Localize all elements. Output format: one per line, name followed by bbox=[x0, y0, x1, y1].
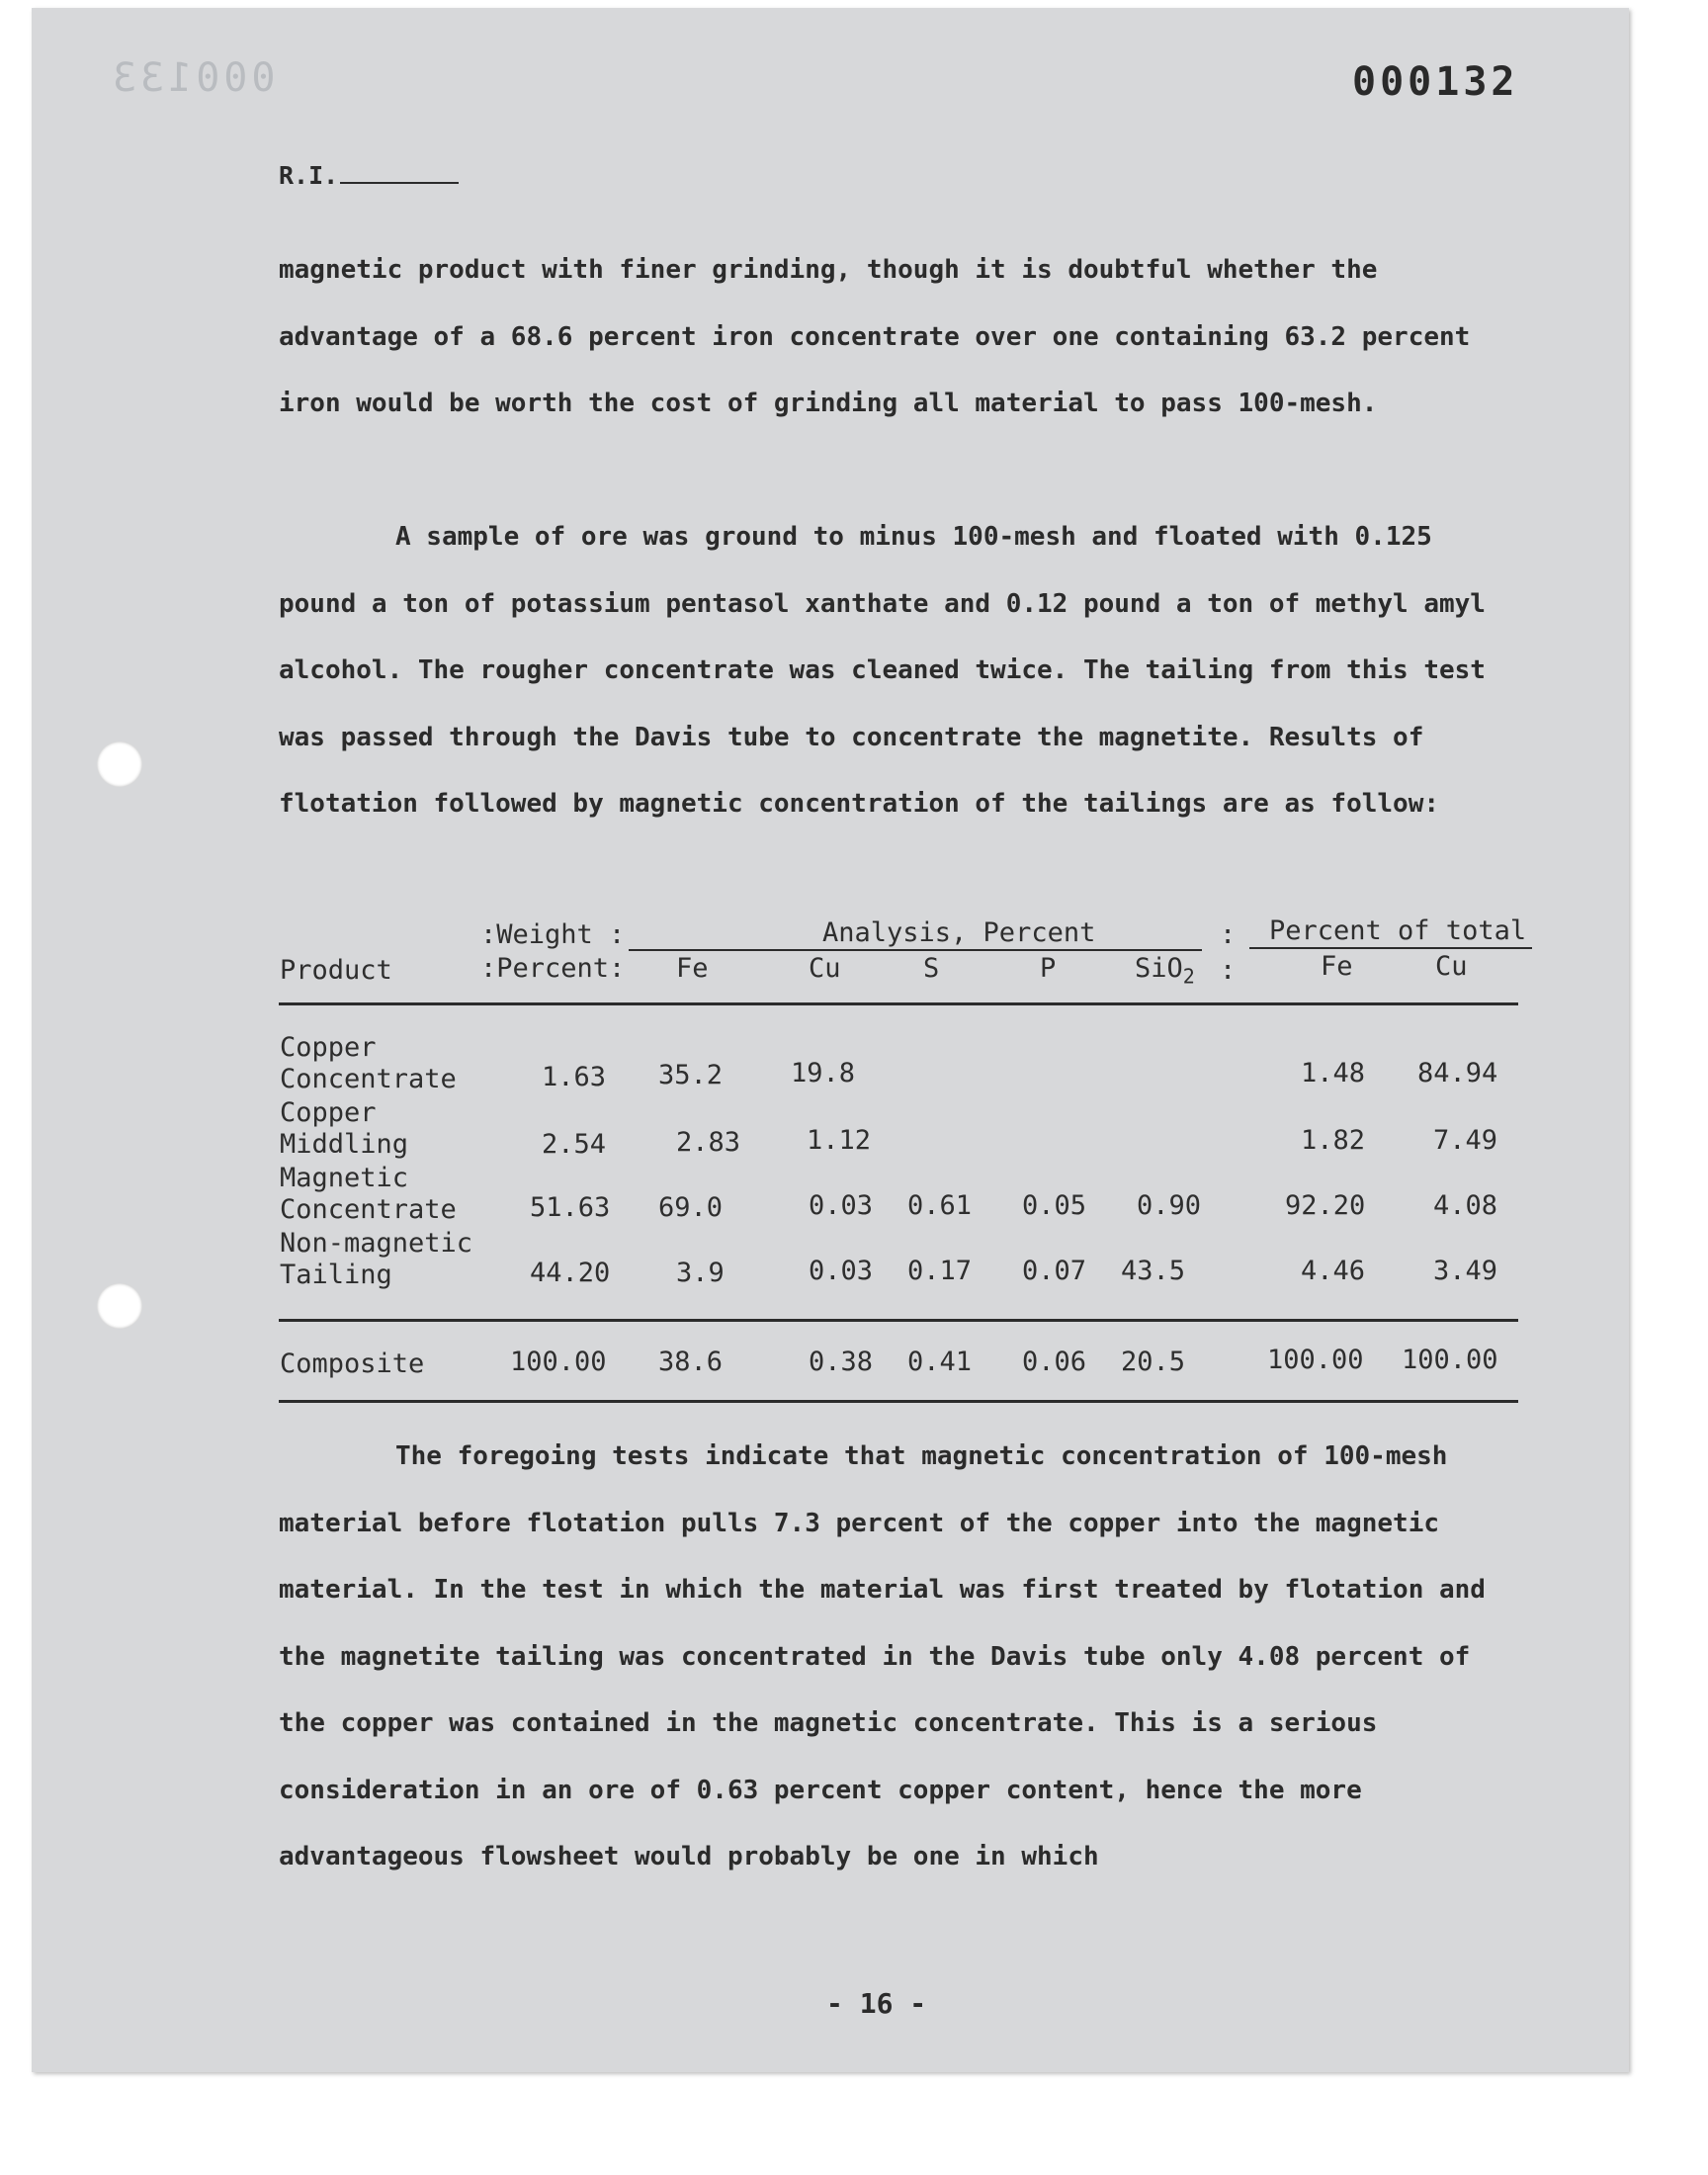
header-sio2-subscript: 2 bbox=[1182, 964, 1195, 989]
row-pt-cu: 7.49 bbox=[1433, 1125, 1498, 1156]
row-pt-fe: 4.46 bbox=[1301, 1256, 1366, 1286]
composite-weight: 100.00 bbox=[510, 1347, 607, 1377]
header-product: Product bbox=[280, 955, 392, 986]
row-pt-fe: 1.82 bbox=[1301, 1125, 1366, 1156]
paragraph-3: The foregoing tests indicate that magnetic concentration of 100-mesh material before flotation pulls 7.3 percent of the copper into the magnetic material. In the test in which the material was first treated by flotation and the magnetite tailing was concentrated in the Davis tube only 4.08 percent of the copper was contained in the magnetic concentrate. This is a serious consideration in an ore of 0.63 percent copper content, hence the more advantageous flowsheet would probably be one in which bbox=[279, 1441, 1486, 1871]
row-p: 0.07 bbox=[1022, 1256, 1087, 1286]
row-fe: 69.0 bbox=[658, 1192, 724, 1223]
row-fe: 35.2 bbox=[658, 1060, 724, 1090]
header-cu: Cu bbox=[809, 953, 841, 984]
row-product-line2: Concentrate bbox=[280, 1064, 457, 1094]
composite-s: 0.41 bbox=[907, 1347, 973, 1377]
row-product-line2: Concentrate bbox=[280, 1194, 457, 1225]
row-s: 0.17 bbox=[907, 1256, 973, 1286]
row-product-line2: Tailing bbox=[280, 1260, 392, 1290]
page-number-stamp: 000132 bbox=[1352, 59, 1519, 105]
row-pt-cu: 84.94 bbox=[1417, 1058, 1498, 1088]
composite-top-rule bbox=[279, 1319, 1518, 1322]
row-sio2: 43.5 bbox=[1121, 1256, 1186, 1286]
row-weight: 51.63 bbox=[530, 1192, 611, 1223]
row-weight: 44.20 bbox=[530, 1258, 611, 1288]
composite-fe: 38.6 bbox=[658, 1347, 724, 1377]
header-separator-bottom: : bbox=[1220, 955, 1237, 986]
row-cu: 19.8 bbox=[791, 1058, 856, 1088]
row-cu: 0.03 bbox=[809, 1190, 874, 1221]
composite-sio2: 20.5 bbox=[1121, 1347, 1186, 1377]
composite-product: Composite bbox=[280, 1348, 425, 1379]
ghost-page-stamp: 000133 bbox=[109, 55, 276, 101]
header-s: S bbox=[923, 953, 940, 984]
header-analysis-group: Analysis, Percent bbox=[822, 917, 1096, 948]
row-pt-cu: 3.49 bbox=[1433, 1256, 1498, 1286]
paragraph-1: magnetic product with finer grinding, though it is doubtful whether the advantage of a 68.6 percent iron concentrate over one containing 63.2 percent iron would be worth the cost of grinding all material to pass 100-mesh. bbox=[279, 255, 1471, 418]
row-weight: 1.63 bbox=[542, 1062, 607, 1092]
header-pt-cu: Cu bbox=[1435, 951, 1468, 982]
composite-cu: 0.38 bbox=[809, 1347, 874, 1377]
composite-pt-fe: 100.00 bbox=[1267, 1345, 1364, 1375]
row-p: 0.05 bbox=[1022, 1190, 1087, 1221]
row-cu: 0.03 bbox=[809, 1256, 874, 1286]
row-weight: 2.54 bbox=[542, 1129, 607, 1160]
composite-p: 0.06 bbox=[1022, 1347, 1087, 1377]
row-s: 0.61 bbox=[907, 1190, 973, 1221]
header-bottom-rule bbox=[279, 1002, 1518, 1005]
row-sio2: 0.90 bbox=[1137, 1190, 1202, 1221]
punch-hole-lower bbox=[97, 1283, 142, 1329]
row-product-line1: Copper bbox=[280, 1097, 377, 1128]
header-fe: Fe bbox=[676, 953, 709, 984]
row-fe: 2.83 bbox=[676, 1127, 741, 1158]
row-product-line2: Middling bbox=[280, 1129, 409, 1160]
page-footer-number: - 16 - bbox=[826, 1987, 927, 2020]
ri-blank-line bbox=[340, 160, 459, 184]
punch-hole-upper bbox=[97, 741, 142, 787]
row-product-line1: Copper bbox=[280, 1032, 377, 1063]
row-cu: 1.12 bbox=[807, 1125, 872, 1156]
composite-pt-cu: 100.00 bbox=[1402, 1345, 1498, 1375]
header-weight-top: :Weight : bbox=[480, 919, 626, 950]
report-ri-field bbox=[279, 160, 459, 190]
header-sio2 bbox=[1135, 953, 1195, 988]
percent-total-underline bbox=[1249, 947, 1532, 949]
header-sio2-main: SiO bbox=[1135, 953, 1183, 984]
row-product-line1: Non-magnetic bbox=[280, 1228, 473, 1259]
row-pt-fe: 1.48 bbox=[1301, 1058, 1366, 1088]
ri-label: R.I. bbox=[279, 161, 339, 190]
header-weight-bottom: :Percent: bbox=[480, 953, 626, 984]
header-pt-fe: Fe bbox=[1321, 951, 1353, 982]
row-product-line1: Magnetic bbox=[280, 1163, 409, 1193]
row-fe: 3.9 bbox=[676, 1258, 725, 1288]
header-separator-top: : bbox=[1220, 919, 1237, 950]
paragraph-2: A sample of ore was ground to minus 100-mesh and floated with 0.125 pound a ton of potassium pentasol xanthate and 0.12 pound a ton of methyl amyl alcohol. The rougher concentrate was cleaned twice. The tailing from this test was passed through the Davis tube to concentrate the magnetite. Results of flotation followed by magnetic concentration of the tailings are as follow: bbox=[279, 522, 1486, 819]
row-pt-fe: 92.20 bbox=[1285, 1190, 1366, 1221]
row-pt-cu: 4.08 bbox=[1433, 1190, 1498, 1221]
table-bottom-rule bbox=[279, 1400, 1518, 1403]
analysis-group-underline bbox=[629, 949, 1202, 951]
header-percent-total-group: Percent of total bbox=[1269, 915, 1527, 946]
header-p: P bbox=[1040, 953, 1057, 984]
